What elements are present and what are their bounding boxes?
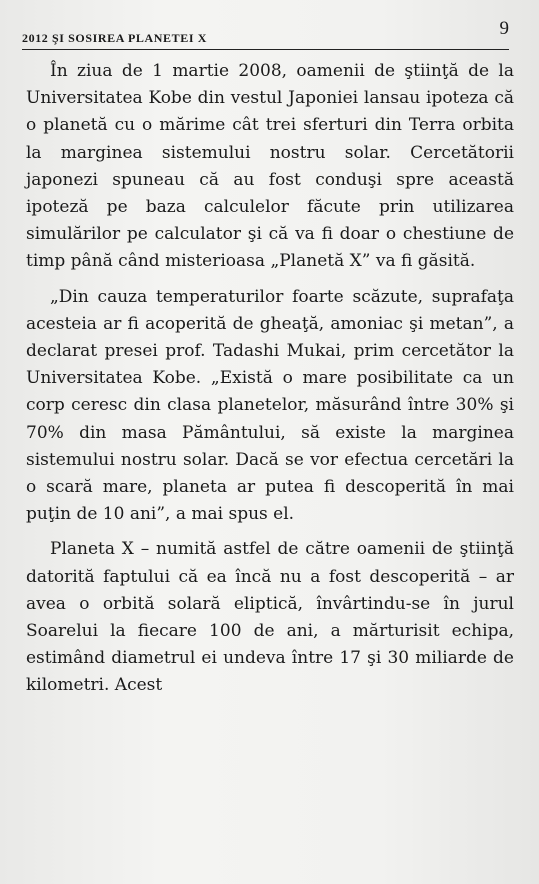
page-number: 9 <box>499 18 509 39</box>
paragraph-3: Planeta X – numită astfel de către oamenii de ştiinţă datorită faptului că ea încă nu a fost descoperită – ar avea o orbită solară eliptică, învârtindu-se în jurul Soarelui la fiecare 100 de ani, a mărturisit echipa, estimând diametrul ei undeva între 17 şi 30 miliarde de kilometri. Acest <box>26 539 514 696</box>
body-text <box>26 58 514 708</box>
running-title: 2012 ŞI SOSIREA PLANETEI X <box>22 31 207 45</box>
header-rule <box>22 49 509 51</box>
running-head <box>22 18 509 48</box>
paragraph-2: „Din cauza temperaturilor foarte scăzute, suprafaţa acesteia ar fi acoperită de gheaţă, amoniac şi metan”, a declarat presei prof. Tadashi Mukai, prim cercetător la Universitatea Kobe. „Există o mare posibilitate ca un corp ceresc din clasa planetelor, măsurând între 30% şi 70% din masa Pământului, să existe la marginea sistemului nostru solar. Dacă se vor efectua cercetări la o scară mare, planeta ar putea fi descoperită în mai puţin de 10 ani”, a mai spus el. <box>26 286 514 525</box>
paragraph-1: În ziua de 1 martie 2008, oamenii de ştiinţă de la Universitatea Kobe din vestul Japoniei lansau ipoteza că o planetă cu o mărime cât trei sferturi din Terra orbita la marginea sistemului nostru solar. Cercetătorii japonezi spuneau că au fost conduşi spre această ipoteză pe baza calculelor făcute prin utilizarea simulărilor pe calculator şi că va fi doar o chestiune de timp până când misterioasa „Planetă X” va fi găsită. <box>26 61 514 272</box>
